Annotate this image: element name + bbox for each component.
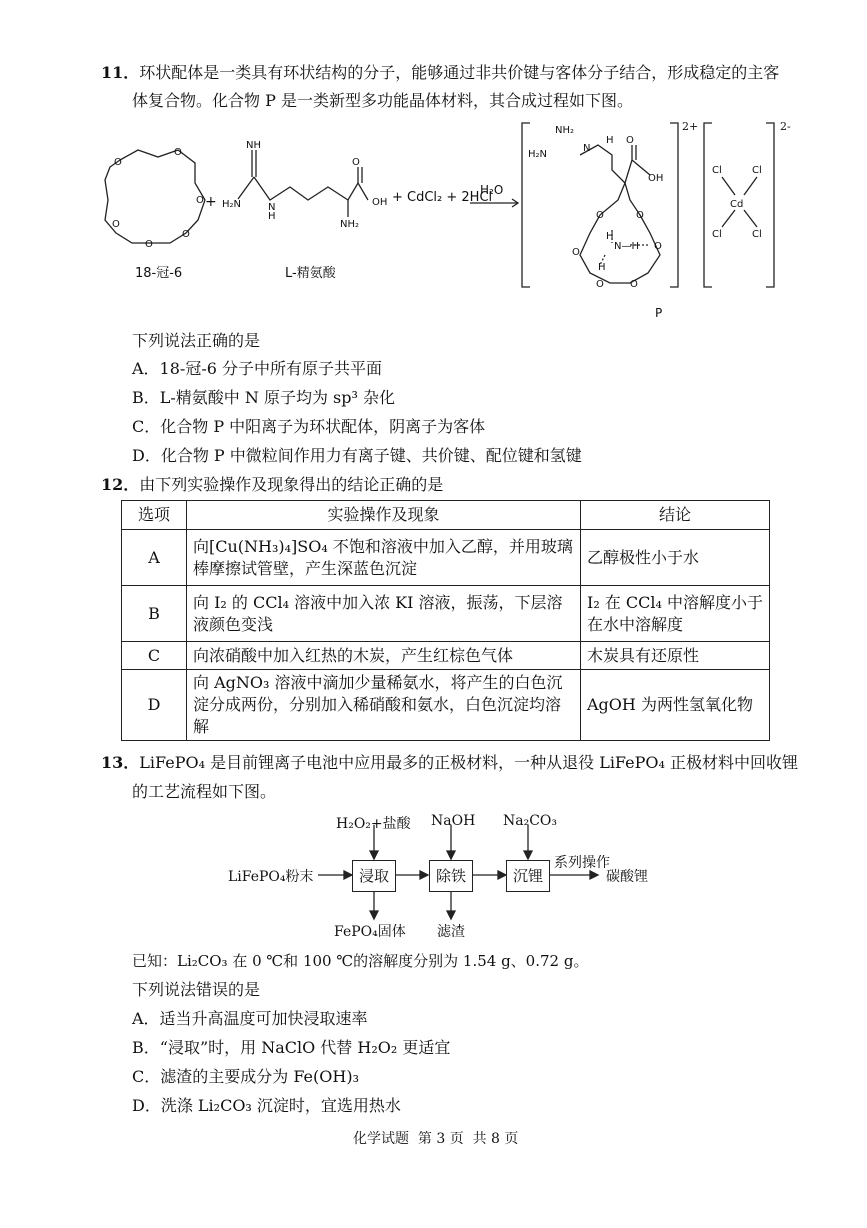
table-row	[122, 586, 770, 642]
svg-text:O: O	[174, 147, 182, 158]
arginine-structure	[238, 150, 368, 217]
arginine-label: L-精氨酸	[285, 266, 336, 281]
row-option: B	[122, 586, 187, 642]
svg-text:Cl: Cl	[752, 229, 762, 240]
q13-option-a: A．适当升高温度可加快浸取速率	[132, 1009, 368, 1028]
svg-text:O: O	[630, 279, 638, 290]
q13-option-d: D．洗涤 Li₂CO₃ 沉淀时，宜选用热水	[132, 1096, 401, 1115]
arrow-label: H₂O	[480, 183, 504, 197]
svg-text:O: O	[114, 157, 122, 168]
svg-text:O: O	[572, 247, 580, 258]
cation-structure	[580, 145, 660, 283]
q13-stem-line2: 的工艺流程如下图。	[132, 782, 277, 801]
q11-option-d: D．化合物 P 中微粒间作用力有离子键、共价键、配位键和氢键	[132, 446, 582, 465]
flow-step-remove-iron: 除铁	[429, 860, 473, 892]
q11-option-b: B．L-精氨酸中 N 原子均为 sp³ 杂化	[132, 388, 396, 407]
svg-text:O: O	[352, 157, 360, 168]
svg-text:H: H	[606, 231, 614, 242]
q13-stem-line1	[101, 752, 798, 774]
product-label: P	[655, 306, 663, 320]
q13-question: 下列说法错误的是	[132, 980, 261, 999]
svg-text:H: H	[598, 262, 606, 273]
table-row	[122, 530, 770, 586]
row-conclusion: I₂ 在 CCl₄ 中溶解度小于在水中溶解度	[581, 586, 770, 642]
svg-text:O: O	[596, 279, 604, 290]
plus-sign: +	[205, 194, 217, 210]
svg-text:H: H	[268, 211, 276, 222]
flow-product: 碳酸锂	[606, 869, 648, 885]
header-operation: 实验操作及现象	[187, 501, 581, 530]
svg-text:O: O	[145, 239, 153, 250]
row-option: D	[122, 670, 187, 741]
row-conclusion: 木炭具有还原性	[581, 642, 770, 670]
svg-text:O: O	[596, 210, 604, 221]
q13-known: 已知：Li₂CO₃ 在 0 ℃和 100 ℃的溶解度分别为 1.54 g、0.72 g。	[132, 952, 589, 970]
cation-charge: 2+	[682, 120, 699, 133]
svg-text:H₂N: H₂N	[222, 199, 242, 210]
svg-text:NH₂: NH₂	[555, 125, 575, 136]
q11-stem-line2: 体复合物。化合物 P 是一类新型多功能晶体材料，其合成过程如下图。	[132, 91, 633, 110]
q12-stem-line	[101, 474, 443, 496]
svg-text:NH₂: NH₂	[340, 219, 360, 230]
svg-text:O: O	[196, 195, 204, 206]
flow-step-leach: 浸取	[352, 860, 396, 892]
row-option: A	[122, 530, 187, 586]
anion-charge: 2-	[780, 120, 791, 133]
flow-reagent-3: Na₂CO₃	[503, 813, 558, 829]
q11-option-c: C．化合物 P 中阳离子为环状配体，阴离子为客体	[132, 417, 486, 436]
row-operation: 向[Cu(NH₃)₄]SO₄ 不饱和溶液中加入乙醇，并用玻璃棒摩擦试管壁，产生深蓝色沉淀	[187, 530, 581, 586]
flow-final-operation: 系列操作	[554, 855, 610, 871]
table-row	[122, 670, 770, 741]
row-conclusion: AgOH 为两性氢氧化物	[581, 670, 770, 741]
q12-stem: 由下列实验操作及现象得出的结论正确的是	[139, 475, 444, 494]
svg-text:N—H: N—H	[614, 241, 639, 252]
flow-input: LiFePO₄粉末	[228, 869, 314, 885]
q11-option-a: A．18-冠-6 分子中所有原子共平面	[132, 359, 382, 378]
page-footer: 化学试题 第 3 页 共 8 页	[353, 1131, 519, 1147]
flow-output-1: FePO₄固体	[334, 924, 406, 940]
flow-reagent-2: NaOH	[431, 813, 476, 829]
crown-ether-label: 18-冠-6	[135, 266, 183, 281]
reagents-plus: + CdCl₂ + 2HCl	[392, 190, 493, 205]
q11-reaction-scheme	[0, 115, 867, 330]
svg-text:Cd: Cd	[730, 199, 744, 210]
svg-text:NH: NH	[246, 140, 261, 151]
table-row	[122, 642, 770, 670]
flow-step-precipitate-li: 沉锂	[506, 860, 550, 892]
svg-text:OH: OH	[648, 173, 664, 184]
svg-text:N: N	[268, 202, 276, 213]
q11-question: 下列说法正确的是	[132, 331, 261, 350]
svg-text:H₂N: H₂N	[528, 149, 548, 160]
q13-option-c: C．滤渣的主要成分为 Fe(OH)₃	[132, 1067, 359, 1086]
svg-text:Cl: Cl	[712, 229, 722, 240]
q12-number: 12．	[101, 475, 140, 494]
svg-text:O: O	[112, 219, 120, 230]
row-option: C	[122, 642, 187, 670]
flow-output-2: 滤渣	[437, 924, 465, 940]
q11-stem-text1: 环状配体是一类具有环状结构的分子，能够通过非共价键与客体分子结合，形成稳定的主客	[139, 63, 780, 82]
row-operation: 向浓硝酸中加入红热的木炭，产生红棕色气体	[187, 642, 581, 670]
q13-stem-text1: LiFePO₄ 是目前锂离子电池中应用最多的正极材料，一种从退役 LiFePO₄ 正极材料中回收锂	[139, 753, 799, 772]
flow-reagent-1: H₂O₂+盐酸	[336, 816, 411, 832]
svg-text:Cl: Cl	[752, 165, 762, 176]
row-operation: 向 AgNO₃ 溶液中滴加少量稀氨水，将产生的白色沉淀分成两份，分别加入稀硝酸和氨水，白色沉淀均溶解	[187, 670, 581, 741]
q11-stem-line1	[101, 62, 779, 84]
row-operation: 向 I₂ 的 CCl₄ 溶液中加入浓 KI 溶液，振荡，下层溶液颜色变浅	[187, 586, 581, 642]
row-conclusion: 乙醇极性小于水	[581, 530, 770, 586]
svg-text:Cl: Cl	[712, 165, 722, 176]
svg-text:OH: OH	[372, 197, 388, 208]
header-conclusion: 结论	[581, 501, 770, 530]
svg-text:O: O	[626, 135, 634, 146]
svg-text:O: O	[182, 229, 190, 240]
svg-text:O: O	[636, 210, 644, 221]
svg-text:N: N	[583, 143, 591, 154]
q13-option-b: B．“浸取”时，用 NaClO 代替 H₂O₂ 更适宜	[132, 1038, 451, 1057]
q13-number: 13．	[101, 753, 140, 772]
q12-table	[121, 500, 770, 741]
q11-number: 11．	[101, 63, 140, 82]
svg-text:H: H	[606, 135, 614, 146]
header-option: 选项	[122, 501, 187, 530]
table-header-row	[122, 501, 770, 530]
svg-text:O: O	[654, 241, 662, 252]
